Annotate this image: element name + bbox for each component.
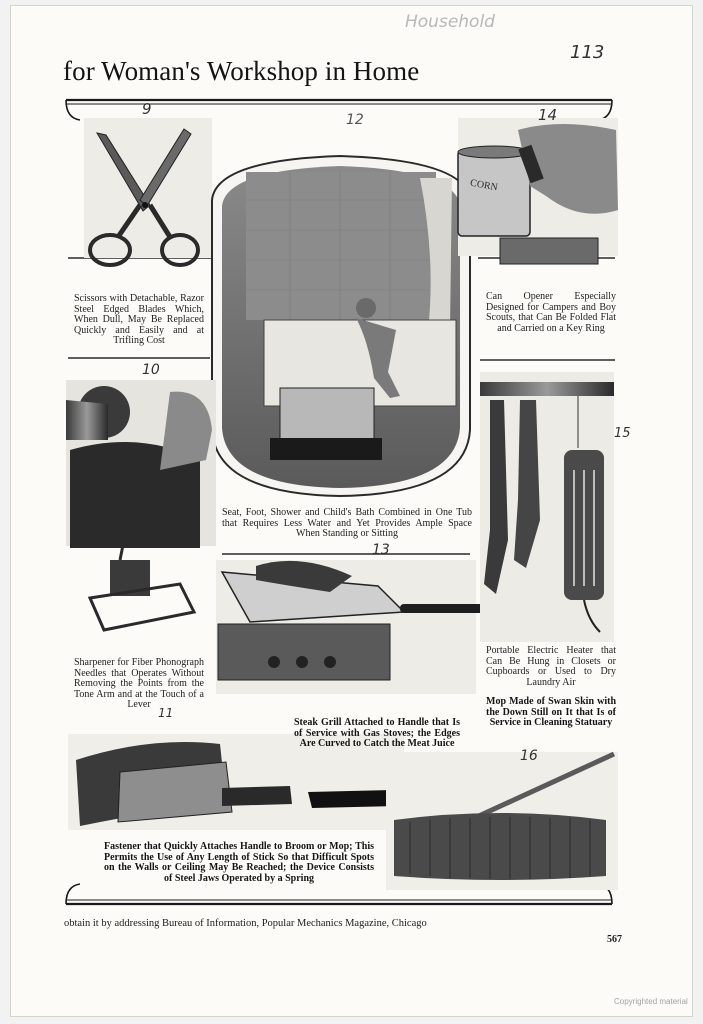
item-number: 14 bbox=[538, 106, 558, 124]
bathtub-illustration bbox=[212, 156, 470, 496]
caption-bathtub: Seat, Foot, Shower and Child's Bath Combined in One Tub that Requires Less Water and Yet Provides Ample Space When Standing or Sitting bbox=[222, 507, 472, 539]
item-number: 16 bbox=[520, 748, 538, 764]
scissors-illustration bbox=[84, 118, 212, 265]
item-number: 12 bbox=[346, 112, 364, 128]
footer-text: obtain it by addressing Bureau of Information, Popular Mechanics Magazine, Chicago bbox=[64, 918, 427, 929]
caption-electric-heater: Portable Electric Heater that Can Be Hung in Closets or Cupboards or Used to Dry Laundry Air bbox=[486, 645, 616, 688]
caption-broom-fastener: Fastener that Quickly Attaches Handle to Broom or Mop; This Permits the Use of Any Length of Stick So that Difficult Spots on the Walls or Ceiling May Be Reached; the Device Consists of Steel Jaws Operated by a Spring bbox=[104, 841, 374, 884]
can-opener-illustration bbox=[458, 118, 618, 264]
item-number: 15 bbox=[614, 426, 631, 441]
caption-steak-grill: Steak Grill Attached to Handle that Is of Service with Gas Stoves; the Edges Are Curved to Catch the Meat Juice bbox=[294, 717, 460, 749]
caption-needle-sharpener: Sharpener for Fiber Phonograph Needles that Operates Without Removing the Points from the Tone Arm and at the Touch of a Lever bbox=[74, 657, 204, 710]
item-number: 11 bbox=[158, 706, 174, 720]
item-number: 10 bbox=[142, 362, 160, 378]
caption-scissors: Scissors with Detachable, Razor Steel Edged Blades Which, When Dull, May Be Replaced Quickly and Easily and at Trifling Cost bbox=[74, 293, 204, 346]
caption-mop: Mop Made of Swan Skin with the Down Still on It that Is of Service in Cleaning Statuary bbox=[486, 696, 616, 728]
electric-heater-illustration bbox=[480, 372, 614, 642]
can-label: CORN bbox=[469, 177, 499, 194]
copyright-notice: Copyrighted material bbox=[614, 997, 688, 1006]
phonograph-sharpener-illustration bbox=[66, 380, 216, 630]
swan-skin-mop-illustration bbox=[386, 752, 618, 890]
page-title: for Woman's Workshop in Home bbox=[63, 56, 420, 86]
pencil-note: Household bbox=[405, 12, 495, 32]
item-number: 13 bbox=[372, 542, 390, 558]
item-number: 9 bbox=[142, 100, 152, 118]
caption-can-opener: Can Opener Especially Designed for Campers and Boy Scouts, that Can Be Folded Flat and Carried on a Key Ring bbox=[486, 291, 616, 334]
page-number: 567 bbox=[607, 934, 622, 945]
page-annotation: 113 bbox=[570, 42, 605, 63]
steak-grill-illustration bbox=[216, 560, 486, 694]
